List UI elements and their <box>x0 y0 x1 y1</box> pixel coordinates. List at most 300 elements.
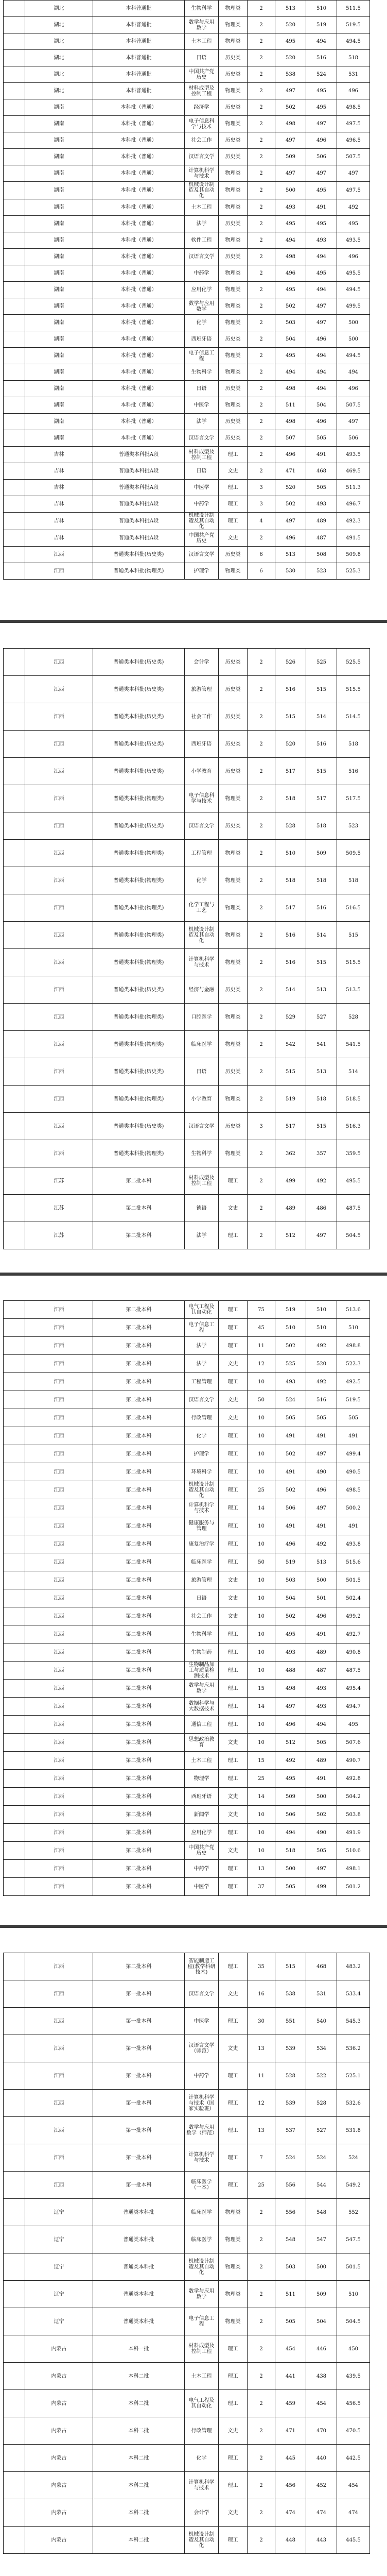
cell-avg: 513.6 <box>337 1301 370 1319</box>
cell-min: 495 <box>306 216 337 232</box>
cell-max: 520 <box>275 17 306 33</box>
cell-major: 土木工程 <box>185 1752 219 1770</box>
table-row <box>4 2172 370 2199</box>
cell-batch: 第一批本科 <box>93 2117 185 2144</box>
cell-blank <box>4 116 25 132</box>
cell-province: 江西 <box>25 1953 93 1980</box>
cell-count: 2 <box>248 2308 275 2335</box>
cell-max: 495 <box>275 216 306 232</box>
cell-subject: 理工 <box>219 1535 248 1553</box>
table-row <box>4 2527 370 2554</box>
cell-count: 2 <box>248 976 275 1004</box>
cell-subject: 文史 <box>219 1571 248 1589</box>
table-row <box>4 1806 370 1824</box>
table-row <box>4 199 370 216</box>
cell-province: 湖南 <box>25 199 93 216</box>
cell-major: 工程管理 <box>185 1373 219 1391</box>
cell-avg: 483.2 <box>337 1953 370 1980</box>
score-table-body <box>4 1301 370 1896</box>
cell-avg: 493.5 <box>337 447 370 463</box>
cell-count: 10 <box>248 1662 275 1680</box>
cell-province: 湖南 <box>25 165 93 182</box>
cell-max: 530 <box>275 563 306 580</box>
cell-min: 505 <box>306 430 337 447</box>
cell-province: 湖南 <box>25 99 93 116</box>
cell-batch: 第二批本科 <box>93 1589 185 1607</box>
cell-min: 493 <box>306 1680 337 1698</box>
table-row <box>4 1031 370 1058</box>
cell-min: 500 <box>306 1571 337 1589</box>
cell-blank <box>4 1842 25 1860</box>
cell-blank <box>4 1222 25 1249</box>
cell-min: 527 <box>306 2117 337 2144</box>
table-row <box>4 348 370 364</box>
cell-min: 494 <box>306 33 337 50</box>
cell-province: 湖南 <box>25 315 93 331</box>
cell-max: 503 <box>275 1571 306 1589</box>
cell-major: 电气工程及其自动化 <box>185 1301 219 1319</box>
table-row <box>4 1373 370 1391</box>
cell-blank <box>4 265 25 282</box>
page-divider <box>0 620 387 623</box>
cell-batch: 普通类本科批(历史类) <box>93 547 185 563</box>
cell-avg: 509.8 <box>337 547 370 563</box>
cell-avg: 492.8 <box>337 1770 370 1788</box>
table-row <box>4 1680 370 1698</box>
cell-max: 548 <box>275 2226 306 2253</box>
cell-major: 汉语言文学 <box>185 1391 219 1409</box>
table-row <box>4 2363 370 2390</box>
cell-major: 社会工作 <box>185 703 219 731</box>
cell-province: 江西 <box>25 1806 93 1824</box>
cell-blank <box>4 364 25 381</box>
cell-max: 488 <box>275 1662 306 1680</box>
cell-min: 493 <box>306 232 337 249</box>
cell-blank <box>4 1031 25 1058</box>
cell-avg: 541.5 <box>337 1031 370 1058</box>
table-row <box>4 99 370 116</box>
table-row <box>4 1535 370 1553</box>
cell-min: 508 <box>306 547 337 563</box>
cell-min: 452 <box>306 2472 337 2499</box>
cell-max: 497 <box>275 513 306 530</box>
cell-subject: 文史 <box>219 1734 248 1752</box>
cell-subject: 理工 <box>219 2527 248 2554</box>
cell-major: 中药学 <box>185 1860 219 1878</box>
cell-major: 日语 <box>185 1058 219 1086</box>
cell-batch: 本科普通批 <box>93 1 185 17</box>
cell-min: 497 <box>306 1222 337 1249</box>
cell-batch: 普通类本科批(历史类) <box>93 703 185 731</box>
cell-avg: 536.2 <box>337 2035 370 2062</box>
cell-major: 生物科学 <box>185 1 219 17</box>
cell-blank <box>4 2199 25 2226</box>
cell-batch: 本科普通批 <box>93 83 185 99</box>
cell-min: 516 <box>306 1391 337 1409</box>
cell-min: 491 <box>306 1770 337 1788</box>
cell-min: 518 <box>306 867 337 894</box>
cell-min: 516 <box>306 894 337 922</box>
cell-major: 汉语言文学 <box>185 1980 219 2008</box>
cell-batch: 本科二批 <box>93 2499 185 2527</box>
cell-subject: 历史类 <box>219 66 248 83</box>
cell-count: 10 <box>248 1806 275 1824</box>
cell-count: 10 <box>248 1824 275 1842</box>
cell-min: 489 <box>306 1643 337 1662</box>
cell-blank <box>4 1445 25 1463</box>
cell-min: 509 <box>306 2281 337 2308</box>
cell-max: 512 <box>275 1222 306 1249</box>
cell-count: 2 <box>248 182 275 199</box>
table-row <box>4 1607 370 1625</box>
cell-blank <box>4 731 25 758</box>
table-row <box>4 2008 370 2035</box>
cell-count: 2 <box>248 1004 275 1031</box>
table-row <box>4 2117 370 2144</box>
cell-count: 2 <box>248 249 275 265</box>
cell-subject: 理工 <box>219 1860 248 1878</box>
cell-province: 湖南 <box>25 182 93 199</box>
cell-province: 江西 <box>25 1445 93 1463</box>
cell-subject: 物理类 <box>219 1086 248 1113</box>
table-row <box>4 676 370 703</box>
cell-batch: 普通类本科批(物理类) <box>93 785 185 812</box>
cell-major: 生物科学 <box>185 364 219 381</box>
cell-avg: 516.3 <box>337 1113 370 1140</box>
cell-avg: 454 <box>337 2472 370 2499</box>
cell-batch: 第二批本科 <box>93 1373 185 1391</box>
cell-avg: 503.8 <box>337 1806 370 1824</box>
cell-max: 498 <box>275 1680 306 1698</box>
cell-subject: 物理类 <box>219 265 248 282</box>
cell-avg: 491.5 <box>337 530 370 547</box>
cell-province: 湖南 <box>25 348 93 364</box>
table-row <box>4 867 370 894</box>
cell-province: 江西 <box>25 731 93 758</box>
cell-count: 2 <box>248 785 275 812</box>
cell-avg: 519.5 <box>337 1391 370 1409</box>
cell-count: 2 <box>248 2472 275 2499</box>
cell-subject: 历史类 <box>219 758 248 785</box>
cell-min: 497 <box>306 165 337 182</box>
cell-avg: 507.5 <box>337 397 370 414</box>
cell-batch: 本科二批 <box>93 2390 185 2417</box>
cell-avg: 500 <box>337 315 370 331</box>
cell-max: 542 <box>275 1031 306 1058</box>
score-table <box>3 648 370 1249</box>
cell-batch: 第二批本科 <box>93 1409 185 1427</box>
cell-batch: 第二批本科 <box>93 1499 185 1517</box>
cell-max: 471 <box>275 2417 306 2445</box>
cell-blank <box>4 867 25 894</box>
cell-subject: 理工 <box>219 2335 248 2363</box>
cell-min: 493 <box>306 1698 337 1716</box>
cell-min: 443 <box>306 2527 337 2554</box>
cell-avg: 494.5 <box>337 33 370 50</box>
cell-avg: 501.5 <box>337 1571 370 1589</box>
table-row <box>4 132 370 149</box>
cell-avg: 500.2 <box>337 1499 370 1517</box>
cell-avg: 501.2 <box>337 1878 370 1896</box>
cell-province: 内蒙古 <box>25 2499 93 2527</box>
cell-min: 489 <box>306 513 337 530</box>
cell-max: 520 <box>275 480 306 496</box>
cell-batch: 本科批（普通） <box>93 116 185 132</box>
table-row <box>4 840 370 867</box>
cell-subject: 理工 <box>219 1716 248 1734</box>
cell-avg: 504.5 <box>337 2308 370 2335</box>
cell-count: 2 <box>248 1 275 17</box>
cell-min: 519 <box>306 17 337 33</box>
cell-count: 2 <box>248 1086 275 1113</box>
cell-subject: 理工 <box>219 480 248 496</box>
cell-province: 湖南 <box>25 249 93 265</box>
cell-batch: 第二批本科 <box>93 1571 185 1589</box>
cell-major: 材料成型及控制工程 <box>185 2335 219 2363</box>
cell-avg: 495 <box>337 1716 370 1734</box>
table-row <box>4 298 370 315</box>
cell-subject: 文史 <box>219 2417 248 2445</box>
cell-max: 505 <box>275 1409 306 1427</box>
cell-major: 康复治疗学 <box>185 1535 219 1553</box>
cell-max: 519 <box>275 1086 306 1113</box>
cell-batch: 普通类本科批(历史类) <box>93 731 185 758</box>
cell-max: 513 <box>275 1 306 17</box>
cell-blank <box>4 1953 25 1980</box>
table-row <box>4 1517 370 1535</box>
cell-count: 10 <box>248 1535 275 1553</box>
table-row <box>4 1734 370 1752</box>
cell-min: 502 <box>306 1806 337 1824</box>
cell-province: 江西 <box>25 547 93 563</box>
cell-subject: 理工 <box>219 1337 248 1355</box>
cell-batch: 普通类本科批(物理类) <box>93 1140 185 1167</box>
cell-major: 数学与应用数学（师范） <box>185 2117 219 2144</box>
cell-major: 通信工程 <box>185 1716 219 1734</box>
cell-min: 440 <box>306 2445 337 2472</box>
table-row <box>4 1319 370 1337</box>
cell-count: 37 <box>248 1878 275 1896</box>
cell-min: 500 <box>306 1788 337 1806</box>
cell-max: 503 <box>275 2253 306 2281</box>
cell-province: 江西 <box>25 1517 93 1535</box>
cell-blank <box>4 331 25 348</box>
cell-min: 491 <box>306 1625 337 1643</box>
cell-subject: 理工 <box>219 1953 248 1980</box>
cell-avg: 494.7 <box>337 1698 370 1716</box>
cell-count: 2 <box>248 894 275 922</box>
cell-count: 2 <box>248 315 275 331</box>
cell-major: 中医学 <box>185 397 219 414</box>
cell-blank <box>4 2144 25 2172</box>
cell-avg: 515 <box>337 922 370 949</box>
cell-count: 14 <box>248 1499 275 1517</box>
cell-batch: 普通类本科批(物理类) <box>93 949 185 976</box>
cell-blank <box>4 1806 25 1824</box>
cell-major: 法学 <box>185 216 219 232</box>
cell-subject: 理工 <box>219 2062 248 2090</box>
cell-batch: 第二批本科 <box>93 1752 185 1770</box>
cell-major: 西班牙语 <box>185 1788 219 1806</box>
cell-province: 湖北 <box>25 33 93 50</box>
cell-batch: 第二批本科 <box>93 1643 185 1662</box>
cell-subject: 历史类 <box>219 976 248 1004</box>
cell-province: 江西 <box>25 1662 93 1680</box>
cell-batch: 第二批本科 <box>93 1445 185 1463</box>
cell-blank <box>4 2035 25 2062</box>
cell-avg: 490.8 <box>337 1643 370 1662</box>
cell-blank <box>4 922 25 949</box>
cell-batch: 第二批本科 <box>93 1195 185 1222</box>
cell-batch: 普通类本科批A段 <box>93 480 185 496</box>
cell-subject: 历史类 <box>219 149 248 165</box>
cell-major: 计算机科学与技术 <box>185 165 219 182</box>
cell-blank <box>4 1391 25 1409</box>
cell-max: 445 <box>275 2445 306 2472</box>
cell-avg: 515.5 <box>337 949 370 976</box>
cell-blank <box>4 2281 25 2308</box>
cell-avg: 532.6 <box>337 2090 370 2117</box>
cell-province: 江西 <box>25 1842 93 1860</box>
cell-major: 数学与应用数学 <box>185 298 219 315</box>
cell-min: 357 <box>306 1140 337 1167</box>
cell-major: 数学与应用数学 <box>185 2281 219 2308</box>
cell-province: 内蒙古 <box>25 2472 93 2499</box>
cell-batch: 第二批本科 <box>93 1860 185 1878</box>
table-row <box>4 480 370 496</box>
cell-max: 494 <box>275 232 306 249</box>
cell-major: 中国共产党历史 <box>185 530 219 547</box>
cell-min: 491 <box>306 447 337 463</box>
cell-batch: 普通类本科批A段 <box>93 530 185 547</box>
cell-min: 515 <box>306 676 337 703</box>
table-row <box>4 1004 370 1031</box>
cell-blank <box>4 2226 25 2253</box>
cell-count: 2 <box>248 99 275 116</box>
table-row <box>4 1481 370 1499</box>
cell-avg: 499.4 <box>337 1445 370 1463</box>
cell-max: 497 <box>275 83 306 99</box>
cell-major: 机械设计制造及其自动化 <box>185 2253 219 2281</box>
cell-subject: 历史类 <box>219 414 248 430</box>
cell-min: 516 <box>306 731 337 758</box>
cell-batch: 本科二批 <box>93 2417 185 2445</box>
cell-major: 应用化学 <box>185 282 219 298</box>
cell-count: 10 <box>248 1445 275 1463</box>
cell-avg: 495.4 <box>337 1680 370 1698</box>
cell-min: 524 <box>306 66 337 83</box>
cell-subject: 历史类 <box>219 649 248 676</box>
table-row <box>4 381 370 397</box>
cell-min: 497 <box>306 315 337 331</box>
cell-avg: 516 <box>337 758 370 785</box>
cell-subject: 理工 <box>219 1662 248 1680</box>
cell-major: 材料成型及控制工程 <box>185 83 219 99</box>
score-table <box>3 1953 370 2554</box>
cell-min: 496 <box>306 331 337 348</box>
cell-major: 新闻学 <box>185 1806 219 1824</box>
cell-count: 35 <box>248 1953 275 1980</box>
cell-province: 辽宁 <box>25 2308 93 2335</box>
cell-batch: 第二批本科 <box>93 1770 185 1788</box>
cell-major: 工程管理 <box>185 840 219 867</box>
table-row <box>4 1716 370 1734</box>
cell-batch: 第二批本科 <box>93 1222 185 1249</box>
cell-count: 12 <box>248 2090 275 2117</box>
cell-count: 12 <box>248 1355 275 1373</box>
cell-min: 497 <box>306 1499 337 1517</box>
cell-count: 2 <box>248 758 275 785</box>
table-row <box>4 894 370 922</box>
cell-avg: 456.5 <box>337 2390 370 2417</box>
cell-blank <box>4 1517 25 1535</box>
cell-batch: 第一批本科 <box>93 2035 185 2062</box>
cell-max: 502 <box>275 99 306 116</box>
cell-count: 2 <box>248 676 275 703</box>
cell-batch: 第二批本科 <box>93 1806 185 1824</box>
cell-blank <box>4 785 25 812</box>
score-table <box>3 0 370 580</box>
cell-max: 539 <box>275 2090 306 2117</box>
cell-max: 515 <box>275 703 306 731</box>
cell-avg: 499.2 <box>337 1607 370 1625</box>
cell-avg: 494 <box>337 364 370 381</box>
cell-max: 497 <box>275 132 306 149</box>
cell-batch: 第二批本科 <box>93 1824 185 1842</box>
cell-blank <box>4 1355 25 1373</box>
cell-max: 528 <box>275 812 306 840</box>
cell-count: 2 <box>248 116 275 132</box>
cell-max: 503 <box>275 315 306 331</box>
cell-max: 539 <box>275 2035 306 2062</box>
cell-batch: 第一批本科 <box>93 2008 185 2035</box>
cell-province: 江西 <box>25 2144 93 2172</box>
cell-subject: 历史类 <box>219 50 248 66</box>
cell-min: 470 <box>306 2417 337 2445</box>
cell-blank <box>4 1463 25 1481</box>
cell-subject: 文史 <box>219 1980 248 2008</box>
cell-batch: 第二批本科 <box>93 1842 185 1860</box>
cell-count: 2 <box>248 1222 275 1249</box>
cell-avg: 497.5 <box>337 182 370 199</box>
cell-province: 江西 <box>25 1319 93 1337</box>
cell-blank <box>4 2390 25 2417</box>
cell-count: 6 <box>248 563 275 580</box>
cell-major: 机械设计制造及其自动化 <box>185 2527 219 2554</box>
cell-blank <box>4 315 25 331</box>
cell-count: 10 <box>248 1607 275 1625</box>
cell-province: 江西 <box>25 1716 93 1734</box>
cell-max: 510 <box>275 1319 306 1337</box>
cell-major: 日语 <box>185 1589 219 1607</box>
cell-max: 496 <box>275 265 306 282</box>
cell-min: 528 <box>306 2090 337 2117</box>
cell-blank <box>4 1824 25 1842</box>
cell-blank <box>4 348 25 364</box>
cell-avg: 552 <box>337 2199 370 2226</box>
cell-major: 汉语言文学 <box>185 1113 219 1140</box>
cell-province: 江西 <box>25 1860 93 1878</box>
cell-province: 湖北 <box>25 1 93 17</box>
cell-min: 494 <box>306 1716 337 1734</box>
table-row <box>4 232 370 249</box>
cell-major: 小学教育 <box>185 758 219 785</box>
cell-avg: 497.5 <box>337 116 370 132</box>
cell-max: 499 <box>275 1167 306 1195</box>
cell-blank <box>4 1860 25 1878</box>
cell-major: 会计学 <box>185 2499 219 2527</box>
cell-batch: 普通类本科批(历史类) <box>93 758 185 785</box>
